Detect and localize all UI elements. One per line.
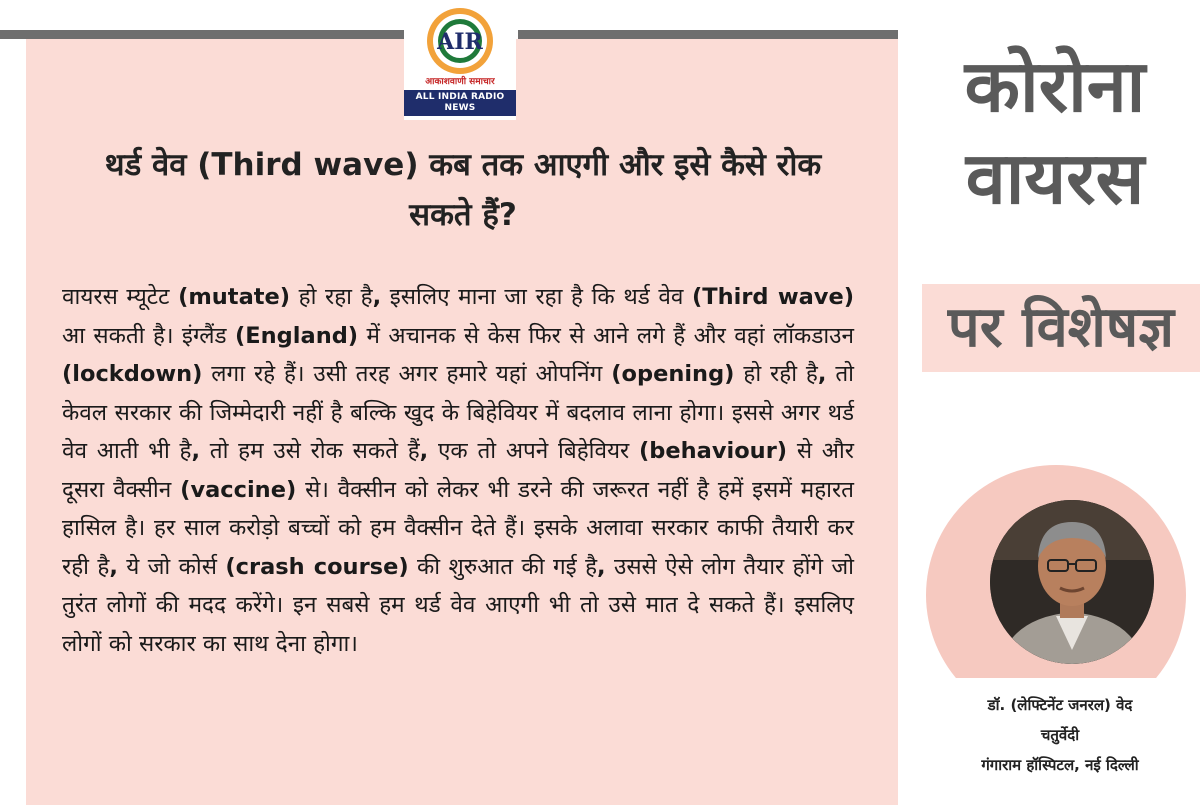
body-bold-term: (mutate)	[178, 284, 291, 310]
body-text-segment: में अचानक से केस फिर से आने लगे हैं और वहां लॉकडाउन	[358, 322, 855, 349]
air-mark: AIR	[437, 29, 483, 55]
body-text-segment: ये जो कोर्स	[117, 553, 226, 580]
logo-english-text: ALL INDIA RADIO NEWS	[404, 90, 516, 116]
side-title-line-1: कोरोना	[964, 44, 1146, 128]
body-bold-term: (crash course)	[225, 553, 409, 580]
air-emblem-icon	[424, 6, 496, 76]
body-bold-term: (opening)	[611, 361, 735, 387]
air-logo	[404, 0, 516, 120]
body-text-segment: आ सकती है। इंग्लैंड	[62, 322, 236, 349]
body-text-segment: लगा रहे हैं। उसी तरह अगर हमारे यहां ओपनिंग	[202, 361, 612, 387]
caption-line-3: गंगाराम हॉस्पिटल, नई दिल्ली	[981, 756, 1139, 774]
headline	[40, 140, 886, 240]
body-bold-term: ,	[419, 438, 429, 464]
body-text-segment: वायरस म्यूटेट	[62, 284, 179, 310]
body-text-segment: एक तो अपने बिहेवियर	[428, 438, 639, 464]
side-title	[920, 40, 1190, 224]
body-bold-term: (lockdown)	[62, 361, 203, 387]
body-bold-term: (vaccine)	[180, 476, 297, 503]
body-bold-term: ,	[109, 553, 118, 580]
expert-portrait	[990, 500, 1154, 664]
caption-line-1: डॉ. (लेफ्टिनेंट जनरल) वेद	[987, 696, 1133, 714]
expert-caption	[934, 690, 1186, 780]
side-subtitle: पर विशेषज्ञ	[947, 295, 1175, 360]
person-portrait-icon	[990, 500, 1154, 664]
body-bold-term: ,	[817, 361, 827, 387]
headline-line-1: थर्ड वेव (Third wave) कब तक आएगी और इसे कैसे रोक	[104, 147, 822, 183]
side-title-line-2: वायरस	[965, 136, 1145, 220]
top-divider-right	[518, 30, 898, 39]
body-text-segment: की शुरुआत की गई है	[408, 553, 598, 580]
body-text-segment: से और दूसरा वैक्सीन	[62, 438, 855, 503]
body-text-segment: इसलिए माना जा रहा है कि थर्ड वेव	[381, 284, 692, 310]
body-bold-term: (behaviour)	[639, 438, 788, 464]
body-text-segment: हो रहा है	[290, 284, 373, 310]
article-body	[62, 278, 854, 663]
logo-hindi-text: आकाशवाणी समाचार	[425, 77, 495, 87]
body-bold-term: (Third wave)	[691, 284, 854, 310]
body-text-segment: से। वैक्सीन को लेकर भी डरने की जरूरत नहीं है हमें इसमें महारत हासिल है। हर साल करोड़ो बच्चों को हम वैक्सीन देते हैं। इसके अलावा सरकार काफी तैयारी कर रही है	[62, 476, 854, 580]
headline-line-2: सकते हैं?	[409, 197, 517, 233]
top-divider-left	[0, 30, 408, 39]
body-text-segment: उससे ऐसे लोग तैयार होंगे जो तुरंत लोगों की मदद करेंगे। इन सबसे हम थर्ड वेव आएगी भी तो उसे मात दे सकते हैं। इसलिए लोगों को सरकार का साथ देना होगा।	[62, 553, 855, 657]
caption-line-2: चतुर्वेदी	[1040, 726, 1080, 744]
body-bold-term: (England)	[235, 322, 359, 349]
body-text-segment: तो केवल सरकार की जिम्मेदारी नहीं है बल्कि खुद के बिहेवियर में बदलाव लाना होगा। इससे अगर थर्ड वेव आती भी है	[62, 361, 854, 464]
body-bold-term: ,	[372, 284, 382, 310]
body-text-segment: हो रही है	[734, 361, 818, 387]
body-text-segment: तो हम उसे रोक सकते हैं	[200, 438, 420, 464]
body-bold-term: ,	[597, 553, 606, 580]
body-bold-term: ,	[191, 438, 201, 464]
